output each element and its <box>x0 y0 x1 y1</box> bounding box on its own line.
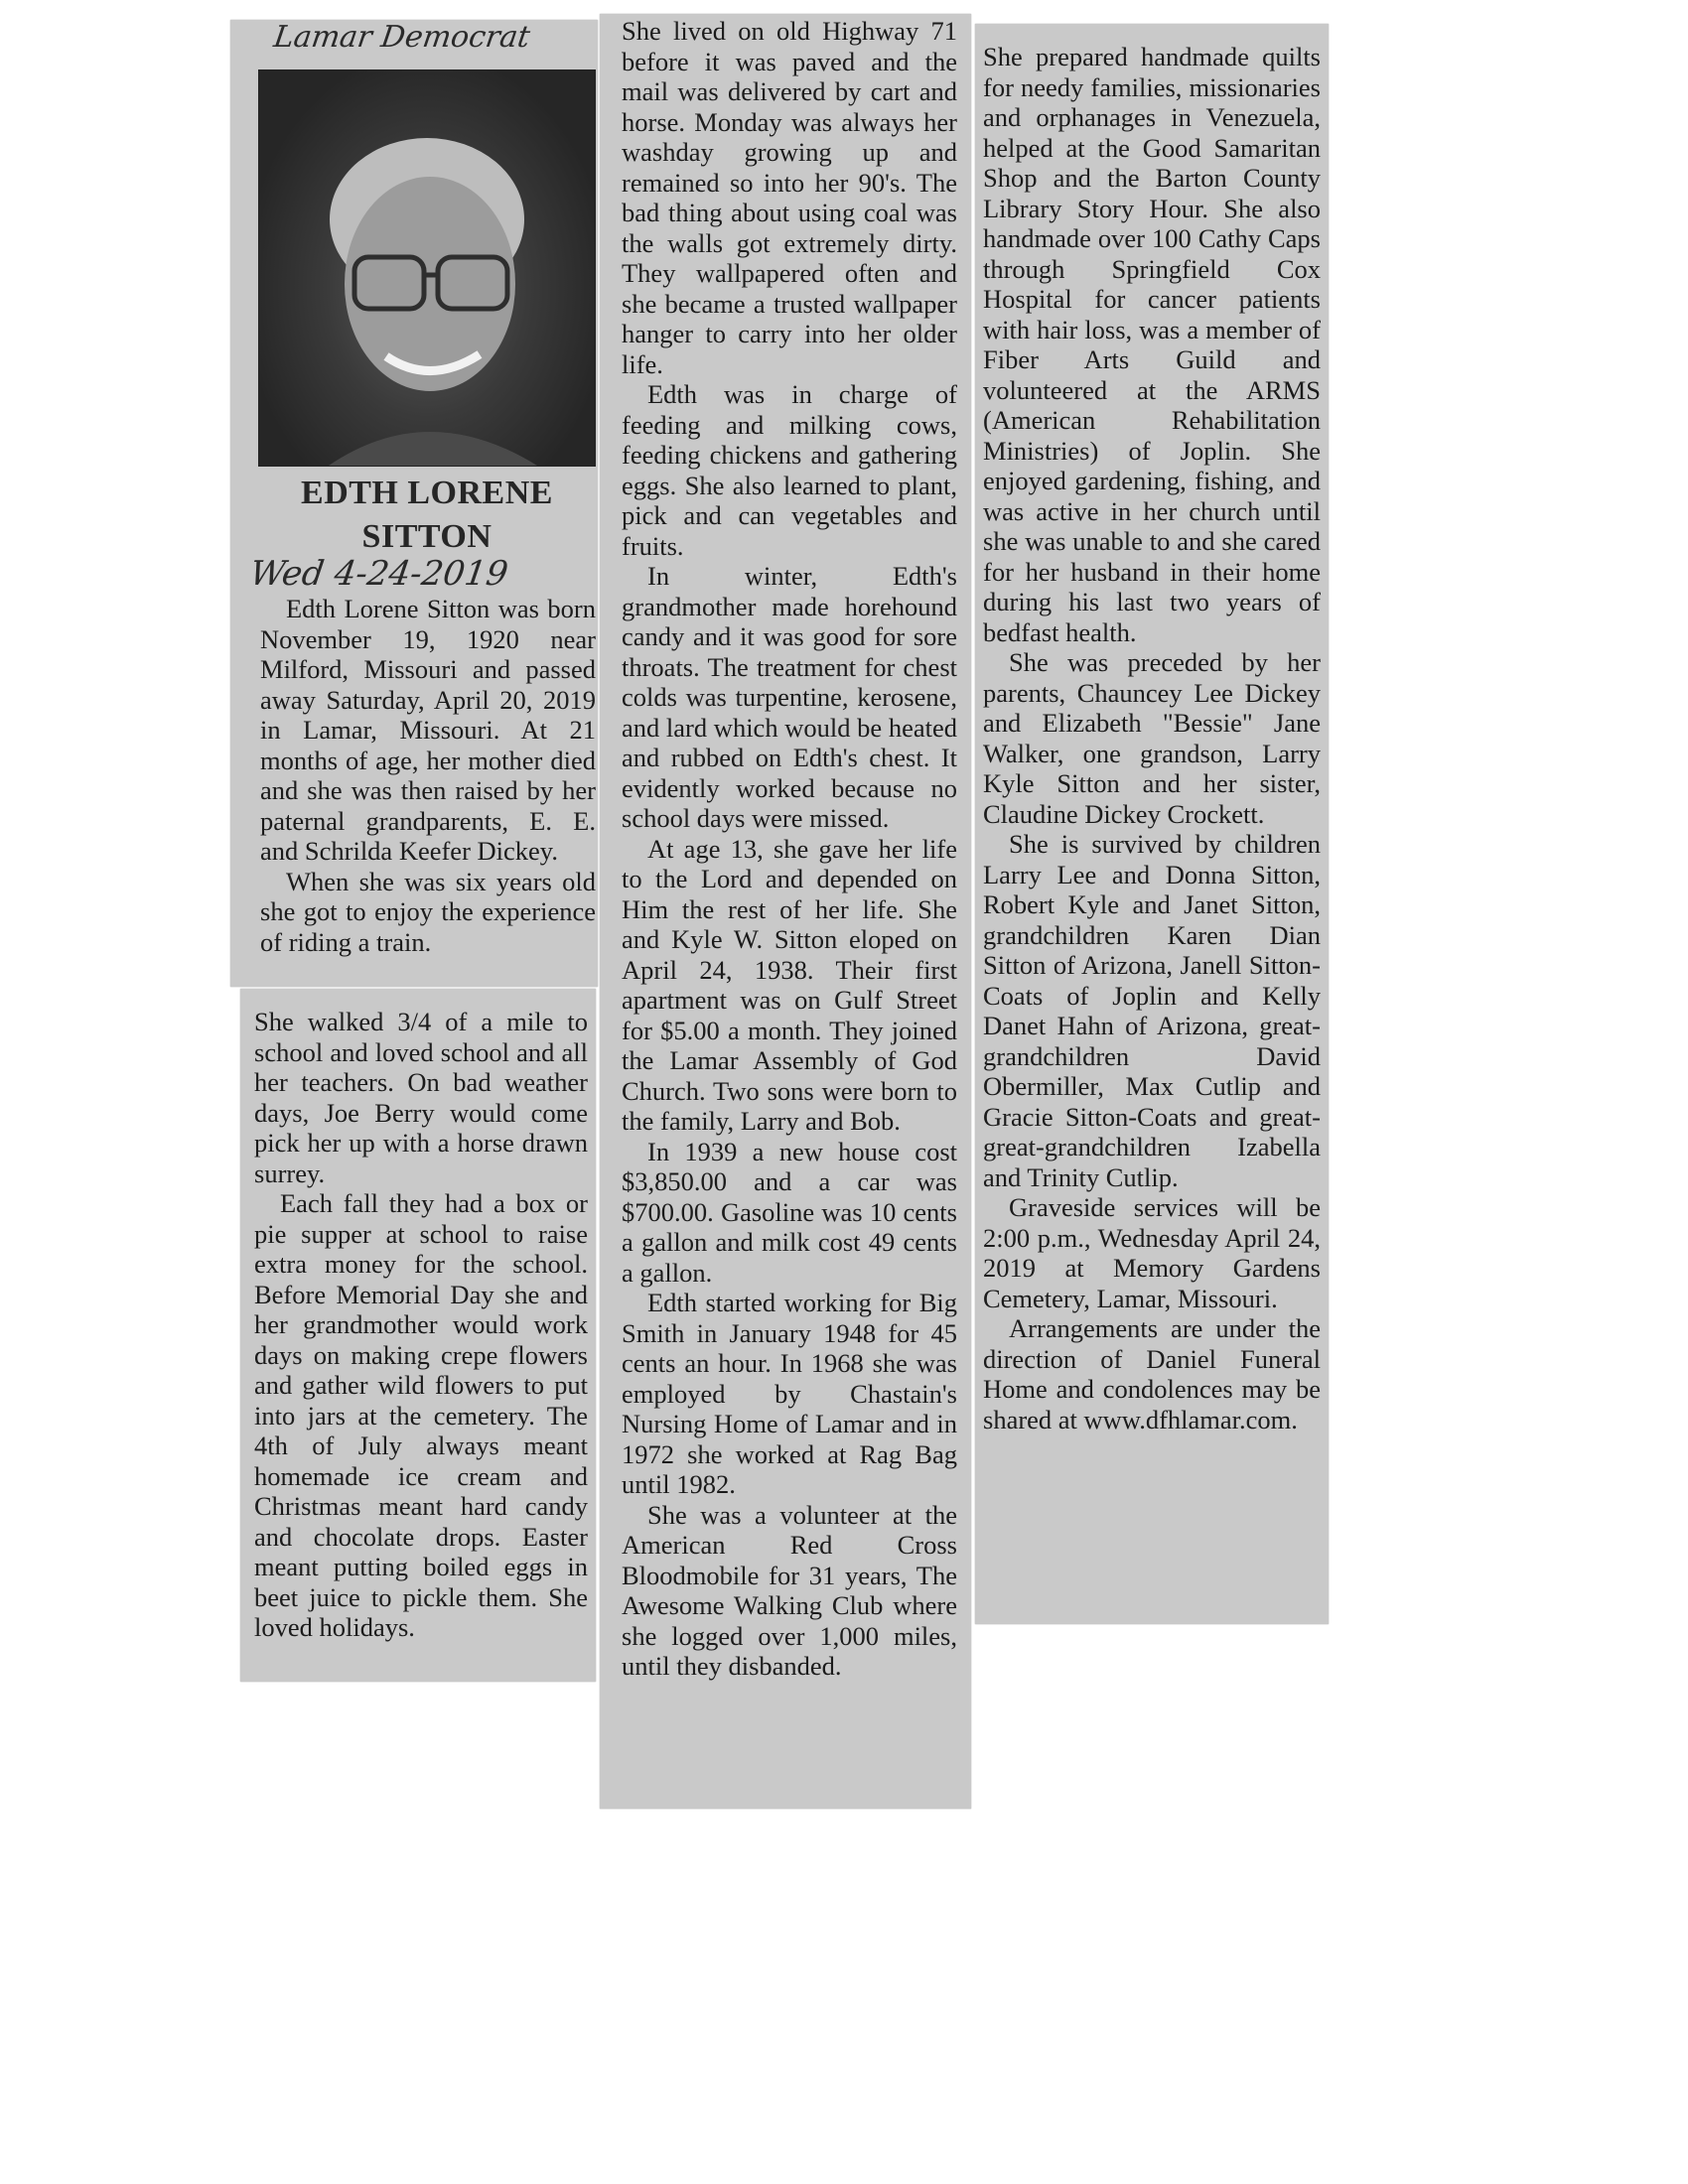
paragraph-arrangements: Arrangements are under the direction of Daniel Funeral Home and condolences may be shared at www.dfhlamar.com. <box>983 1313 1321 1434</box>
paragraph-services: Graveside services will be 2:00 p.m., Wednesday April 24, 2019 at Memory Gardens Cemetery, Lamar, Missouri. <box>983 1192 1321 1313</box>
paragraph-school: She walked 3/4 of a mile to school and loved school and all her teachers. On bad weather days, Joe Berry would come pick her up with a horse drawn surrey. <box>254 1007 588 1188</box>
paragraph-faith-marriage: At age 13, she gave her life to the Lord and depended on Him the rest of her life. She and Kyle W. Sitton eloped on April 24, 1938. Their first apartment was on Gulf Street for $5.00 a month. They joined the Lamar Assembly of God Church. Two sons were born to the family, Larry and Bob. <box>622 833 957 1136</box>
obituary-name-line2: SITTON <box>361 518 492 555</box>
handwritten-date-note: Wed 4-24-2019 <box>247 554 511 594</box>
portrait-figure <box>259 70 595 466</box>
column-1-bottom <box>254 1007 588 1643</box>
handwritten-source-note: Lamar Democrat <box>271 20 532 55</box>
paragraph-volunteer: She was a volunteer at the American Red Cross Bloodmobile for 31 years, The Awesome Walking Club where she logged over 1,000 miles, until they disbanded. <box>622 1499 957 1681</box>
paragraph-train: When she was six years old she got to enjoy the experience of riding a train. <box>260 866 596 957</box>
paragraph-holidays: Each fall they had a box or pie supper at school to raise extra money for the school. Before Memorial Day she and her grandmother would work days on making crepe flowers and gather wild flowers to put into jars at the cemetery. The 4th of July always meant homemade ice cream and Christmas meant hard candy and chocolate drops. Easter meant putting boiled eggs in beet juice to pickle them. She loved holidays. <box>254 1188 588 1642</box>
column-2 <box>622 16 957 1682</box>
column-1-top <box>260 594 596 957</box>
paragraph-highway: She lived on old Highway 71 before it was paved and the mail was delivered by cart and horse. Monday was always her washday growing up and remained so into her 90's. The bad thing about using coal was the walls got extremely dirty. They wallpapered often and she became a trusted wallpaper hanger to carry into her older life. <box>622 16 957 379</box>
obituary-name-line1: EDTH LORENE <box>301 475 553 511</box>
paragraph-winter: In winter, Edth's grandmother made horehound candy and it was good for sore throats. The treatment for chest colds was turpentine, kerosene, and lard which would be heated and rubbed on Edth's chest. It evidently worked because no school days were missed. <box>622 561 957 833</box>
paragraph-survived: She is survived by children Larry Lee and Donna Sitton, Robert Kyle and Janet Sitton, grandchildren Karen Dian Sitton of Arizona, Janell Sitton-Coats of Joplin and Kelly Danet Hahn of Arizona, great-grandchildren David Obermiller, Max Cutlip and Gracie Sitton-Coats and great-great-grandchildren Izabella and Trinity Cutlip. <box>983 829 1321 1192</box>
paragraph-quilts: She prepared handmade quilts for needy families, missionaries and orphanages in Venezuela, helped at the Good Samaritan Shop and the Barton County Library Story Hour. She also handmade over 100 Cathy Caps through Springfield Cox Hospital for cancer patients with hair loss, was a member of Fiber Arts Guild and volunteered at the ARMS (American Rehabilitation Ministries) of Joplin. She enjoyed gardening, fishing, and was active in her church until she was unable to and she cared for her husband in their home during his last two years of bedfast health. <box>983 42 1321 647</box>
paragraph-chores: Edth was in charge of feeding and milking cows, feeding chickens and gathering eggs. She also learned to plant, pick and can vegetables and fruits. <box>622 379 957 561</box>
column-3 <box>983 42 1321 1434</box>
paragraph-birth: Edth Lorene Sitton was born November 19, 1920 near Milford, Missouri and passed away Saturday, April 20, 2019 in Lamar, Missouri. At 21 months of age, her mother died and she was then raised by her paternal grandparents, E. E. and Schrilda Keefer Dickey. <box>260 594 596 866</box>
paragraph-preceded: She was preceded by her parents, Chauncey Lee Dickey and Elizabeth "Bessie" Jane Walker, one grandson, Larry Kyle Sitton and her sister, Claudine Dickey Crockett. <box>983 647 1321 829</box>
portrait-photo <box>258 69 596 467</box>
paragraph-prices: In 1939 a new house cost $3,850.00 and a car was $700.00. Gasoline was 10 cents a gallon and milk cost 49 cents a gallon. <box>622 1136 957 1288</box>
paragraph-work: Edth started working for Big Smith in January 1948 for 45 cents an hour. In 1968 she was employed by Chastain's Nursing Home of Lamar and in 1972 she worked at Rag Bag until 1982. <box>622 1288 957 1499</box>
